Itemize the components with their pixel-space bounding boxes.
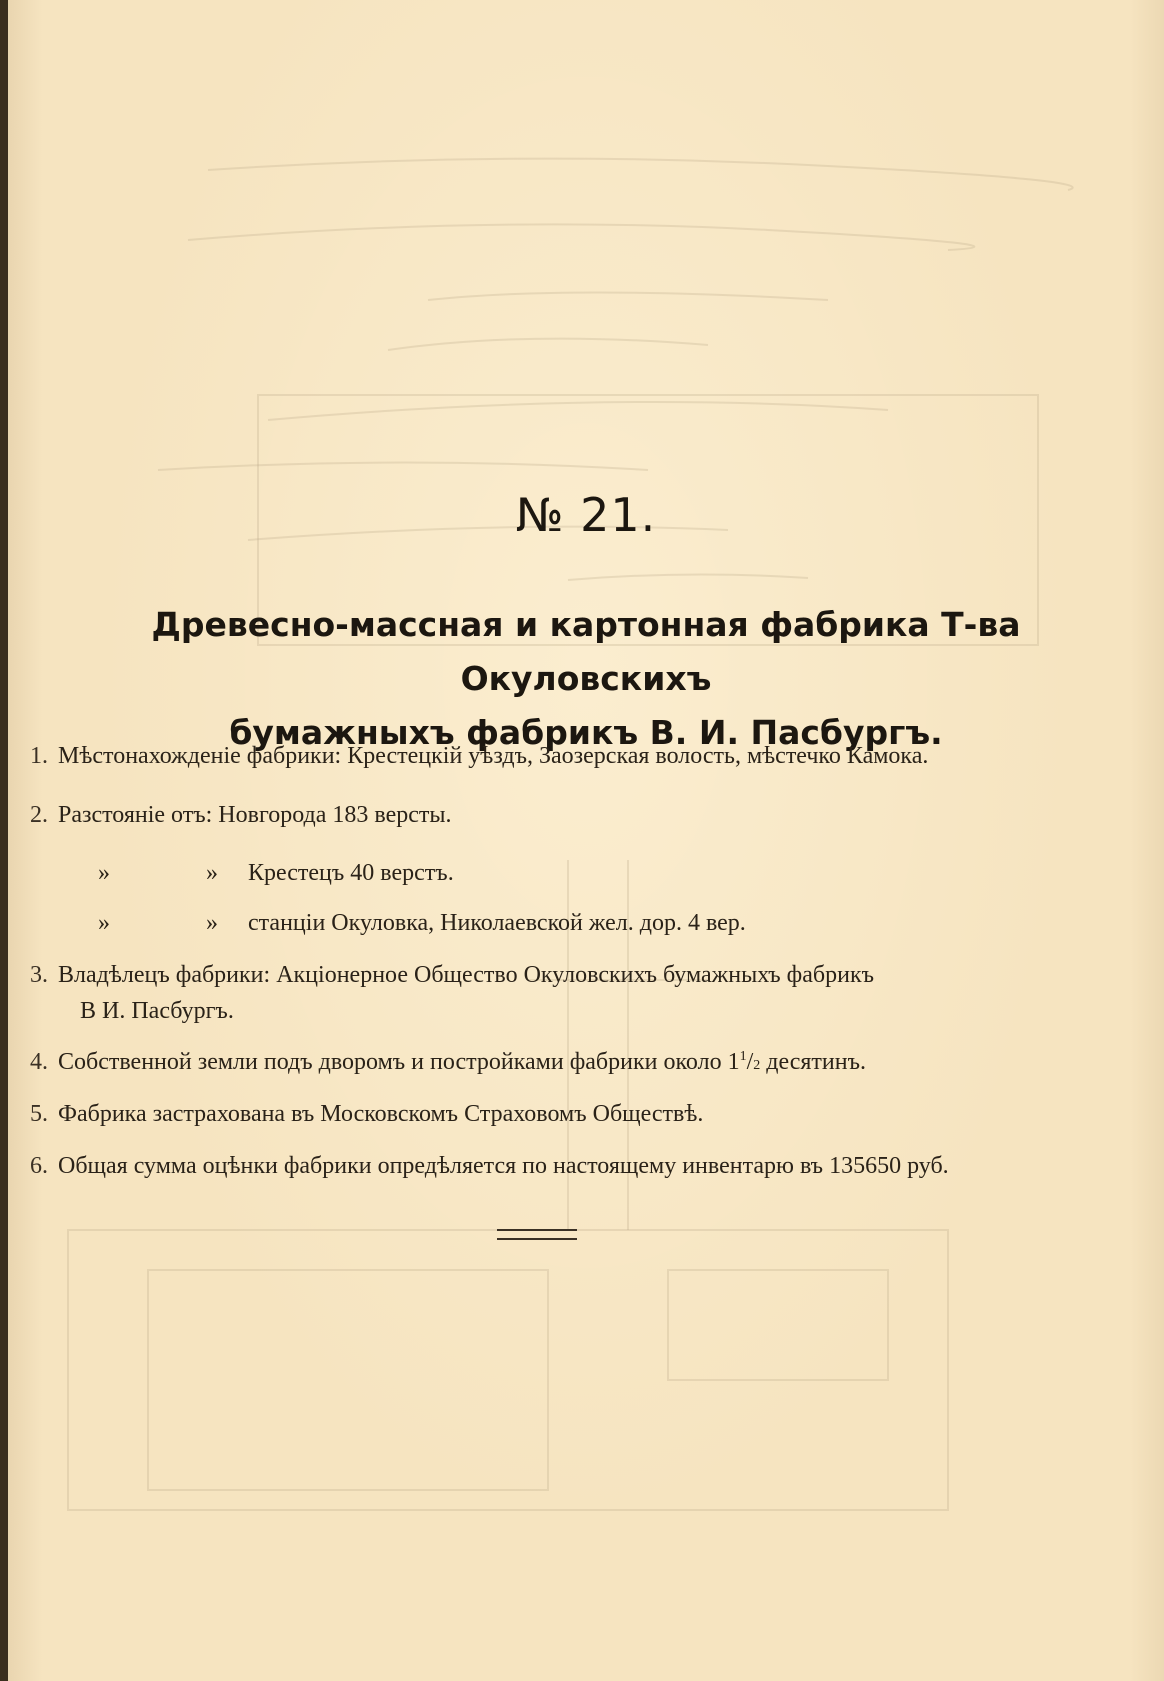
distance-text: Крестецъ 40 верстъ. [248,860,454,886]
page-edge [0,0,8,1681]
item-number: 2. [30,802,48,828]
item-text: Общая сумма оцѣнки фабрики опредѣляется по настоящему инвентарю въ 135650 руб. [58,1153,949,1179]
item-number: 4. [30,1049,48,1075]
list-item [30,736,1130,776]
bleed-through-drawing [8,0,1164,1681]
ditto-mark: » [98,860,110,886]
item-number: 5. [30,1101,48,1127]
item-text: Фабрика застрахована въ Московскомъ Страховомъ Обществѣ. [58,1101,704,1127]
item-text-after: десятинъ. [760,1049,866,1075]
item-number: 6. [30,1153,48,1179]
item-text: Разстояніе отъ: Новгорода 183 версты. [58,802,452,828]
item-number: 3. [30,962,48,988]
item-text: Собственной земли подъ дворомъ и постройками фабрики около 1 [58,1049,740,1075]
fraction-numerator: 1 [739,1049,747,1064]
item-continuation: В И. Пасбургъ. [80,998,234,1024]
section-divider [497,1229,577,1240]
list-item [30,795,1130,835]
document-page [8,0,1164,1681]
list-item: 4. Собственной земли подъ дворомъ и постройками фабрики около $1^1/2$ десятинъ. [30,1042,1130,1082]
ditto-mark: » [98,910,110,936]
ditto-mark: » [206,910,218,936]
document-number: № 21. [515,488,657,542]
title-line-1: Древесно-массная и картонная фабрика Т-ва Окуловскихъ [151,605,1021,698]
title-line-2: бумажныхъ фабрикъ В. И. Пасбургъ. [229,713,943,752]
ditto-mark: » [206,860,218,886]
list-item [30,1094,1130,1134]
distance-text: станціи Окуловка, Николаевской жел. дор. 4 вер. [248,910,746,936]
fraction-denominator: 2 [753,1058,761,1073]
item-text: Мѣстонахожденіе фабрики: Крестецкій уѣздъ, Заозерская волость, мѣстечко Камока. [58,743,929,769]
item-text: Владѣлецъ фабрики: Акціонерное Общество Окуловскихъ бумажныхъ фабрикъ [58,962,875,988]
item-number: 1. [30,743,48,769]
list-item [30,1146,1130,1186]
list-item [30,955,1130,995]
